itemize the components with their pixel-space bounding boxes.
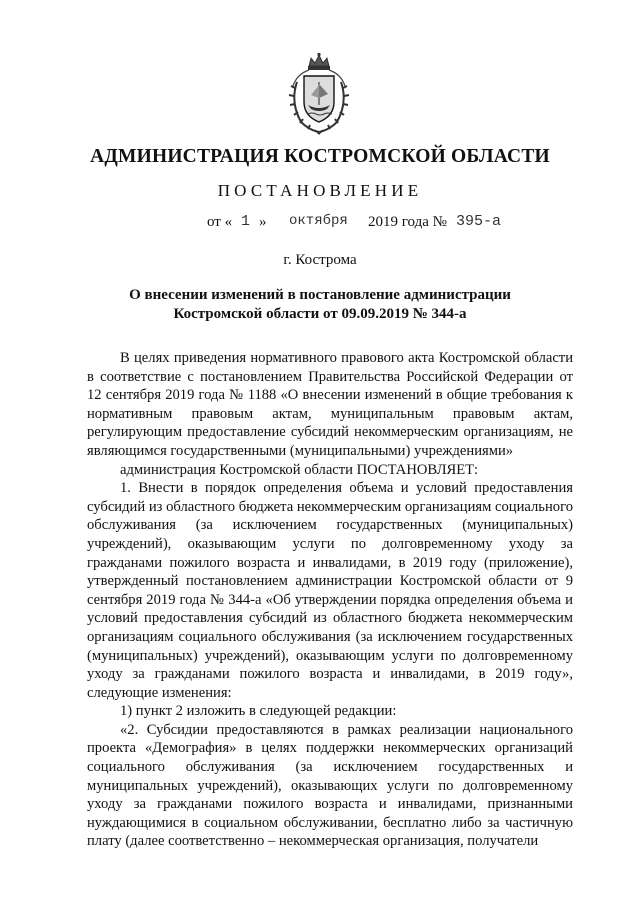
organization-name: АДМИНИСТРАЦИЯ КОСТРОМСКОЙ ОБЛАСТИ <box>90 146 550 167</box>
coat-of-arms-emblem <box>287 52 351 136</box>
document-body <box>87 349 573 851</box>
city: г. Кострома <box>283 252 357 268</box>
date-month: октября <box>289 213 348 229</box>
title-line-1: О внесении изменений в постановление администрации <box>129 287 511 303</box>
date-day: 1 <box>241 213 251 230</box>
paragraph-resolves: администрация Костромской области ПОСТАНОВЛЯЕТ: <box>120 461 479 478</box>
document-type: ПОСТАНОВЛЕНИЕ <box>217 181 423 200</box>
document-title <box>100 286 540 324</box>
date-prefix: от « <box>207 214 233 230</box>
paragraph-clause-2: «2. Субсидии предоставляются в рамках реализации национального проекта «Демография» в целях поддержки некоммерческих организаций социального обслуживания (за исключением государственных и муниципальных учреждений), оказывающих услуги по долговременному уходу за гражданами пожилого возраста и инвалидами, признанными нуждающимися в социальном обслуживании, бесплатно либо за частичную плату (далее соответственно – некоммерческая организация, получатели <box>87 721 573 850</box>
title-line-2: Костромской области от 09.09.2019 № 344-а <box>173 306 467 322</box>
date-close-quote: » <box>259 214 267 230</box>
paragraph-item-1: 1. Внести в порядок определения объема и условий предоставления субсидий из областного бюджета некоммерческим организациям социального обслуживания (за исключением государственных (муниципальных) учреждений), оказывающим услуги по долговременному уходу за гражданами пожилого возраста и инвалидами, в 2019 году (приложение), утвержденный постановлением администрации Костромской области от 9 сентября 2019 года № 344-а «Об утверждении порядка определения объема и условий предоставления субсидий из областного бюджета некоммерческим организациям социального обслуживания (за исключением государственных (муниципальных) учреждений), оказывающим услуги по долговременному уходу за гражданами пожилого возраста и инвалидами, в 2019 году», следующие изменения: <box>87 480 573 701</box>
date-year: 2019 года № <box>368 214 447 230</box>
document-number: 395-а <box>456 213 502 230</box>
paragraph-subitem-1: 1) пункт 2 изложить в следующей редакции: <box>120 703 397 720</box>
paragraph-preamble: В целях приведения нормативного правового акта Костромской области в соответствие с постановлением Правительства Российской Федерации от 12 сентября 2019 года № 1188 «О внесении изменений в общие требования к нормативным правовым актам, муниципальным правовым актам, регулирующим предоставление субсидий некоммерческим организациям, не являющимся государственными (муниципальными) учреждениями» <box>87 350 573 459</box>
